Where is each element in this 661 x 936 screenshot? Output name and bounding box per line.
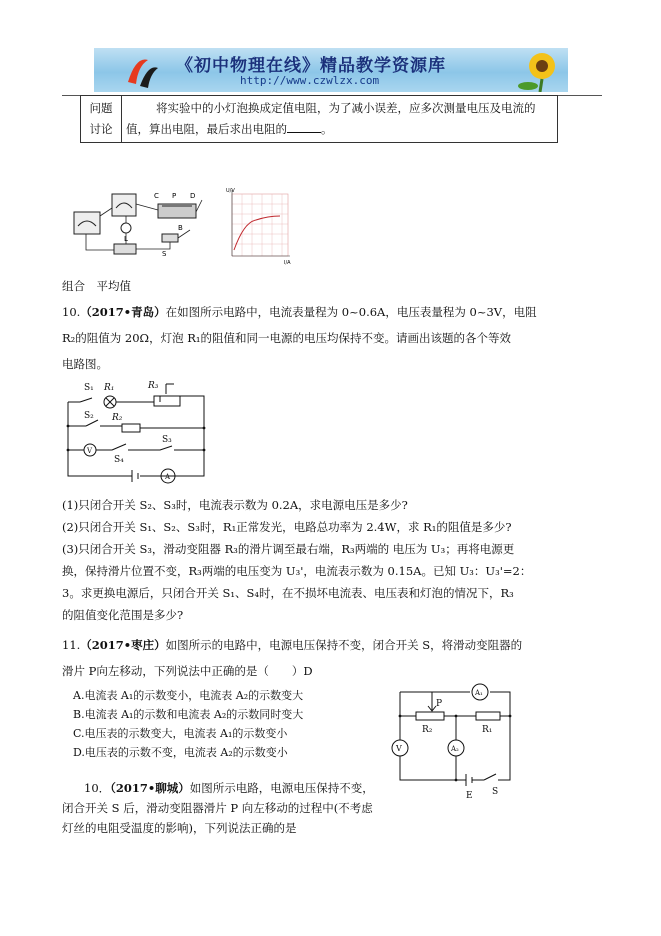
answer-blank [287, 120, 321, 133]
q10b-stem: 10．（2017•聊城）如图所示电路，电源电压保持不变， 闭合开关 S 后，滑动变阻器滑片 P 向左移动的过程中(不考虑 灯丝的电阻受温度的影响)，下列说法正确的是 [62, 781, 374, 835]
q10-parts: (1)只闭合开关 S₂、S₃时，电流表示数为 0.2A，求电源电压是多少? (2)只闭合开关 S₁、S₂、S₃时，R₁正常发光，电路总功率为 2.4W，求 R₁的阻值是多少? (3)只闭合开关 S₃，滑动变阻器 R₃的滑片调至最右端，R₃两端的 电压为 U₃；再将电源更 换，保持滑片位置不变，R₃两端的电压变为 U₃'，电流表示数为 0.15A。已知 U₃：U₃'=2： 3。求更换电源后，只闭合开关 S₁、S₄时，在不损坏电流表、电压表和灯泡的情况下，R₃ 的阻值变化范围是多少? [62, 494, 587, 626]
q11-circuit-diagram [380, 682, 520, 802]
banner-title: 《初中物理在线》精品教学资源库 [176, 56, 446, 76]
site-logo [122, 52, 162, 90]
label-v2: V [396, 744, 402, 753]
graph-x-label: I/A [284, 260, 291, 266]
label-a1: A₁ [475, 689, 483, 697]
q10-part-1: (1)只闭合开关 S₂、S₃时，电流表示数为 0.2A，求电源电压是多少? [62, 498, 408, 512]
q10-part-2: (2)只闭合开关 S₁、S₂、S₃时，R₁正常发光，电路总功率为 2.4W，求 R₁的阻值是多少? [62, 520, 512, 534]
u-i-graph [222, 186, 292, 268]
header-banner [94, 48, 568, 92]
label-s: S [492, 787, 499, 797]
label-a2: A₂ [451, 745, 459, 753]
label-v: V [87, 447, 93, 455]
graph-y-label: U/V [226, 188, 235, 194]
table-row-text: 将实验中的小灯泡换成定值电阻，为了减小误差，应多次测量电压及电流的值，算出电阻，最后求出电阻的 。 [122, 96, 558, 143]
svg-text:P: P [172, 192, 177, 200]
table-row-label: 问题讨论 [81, 96, 122, 143]
q10-stem: 10.（2017•青岛）在如图所示电路中，电流表量程为 0~0.6A，电压表量程为 0~3V，电阻 R₂的阻值为 20Ω，灯泡 R₁的阻值和同一电源的电压均保持不变。请画出该题的各个等效 电路图。 [62, 305, 537, 371]
q11-options [73, 686, 303, 762]
svg-text:B: B [178, 224, 183, 232]
experiment-circuit-figure [66, 186, 206, 264]
option-d: D.电压表的示数不变，电流表 A₂的示数变小 [73, 746, 288, 759]
q10-circuit-diagram [62, 376, 212, 486]
label-s1: S₁ [84, 383, 94, 393]
q10-part-3: (3)只闭合开关 S₃，滑动变阻器 R₃的滑片调至最右端，R₃两端的 电压为 U₃；再将电源更 [62, 542, 515, 556]
label-e: E [466, 791, 473, 801]
answer-text: 组合 平均值 [62, 279, 131, 293]
banner-url: http://www.czwlzx.com [240, 74, 380, 87]
label-r3: R₃ [148, 381, 159, 391]
option-a: A.电流表 A₁的示数变小，电流表 A₂的示数变大 [73, 689, 304, 702]
option-c: C.电压表的示数变大，电流表 A₁的示数变小 [73, 727, 288, 740]
q11-stem: 11.（2017•枣庄）如图所示的电路中，电源电压保持不变，闭合开关 S，将滑动变阻器的 滑片 P向左移动，下列说法中正确的是（ ）D [62, 638, 523, 678]
svg-text:D: D [190, 192, 196, 200]
label-s2: S₂ [84, 411, 94, 421]
svg-text:C: C [154, 192, 159, 200]
svg-text:S: S [162, 250, 167, 258]
option-b: B.电流表 A₁的示数和电流表 A₂的示数同时变大 [73, 708, 304, 721]
label-s4: S₄ [114, 455, 124, 465]
label-r1b: R₁ [482, 725, 493, 735]
label-r2: R₂ [112, 413, 123, 423]
label-p: P [436, 699, 443, 709]
label-r1: R₁ [104, 383, 115, 393]
svg-text:L: L [124, 235, 128, 243]
label-s3: S₃ [162, 435, 172, 445]
sunflower-image [504, 48, 568, 92]
label-r2b: R₂ [422, 725, 433, 735]
label-a: A [165, 473, 171, 481]
discussion-table [80, 95, 558, 143]
